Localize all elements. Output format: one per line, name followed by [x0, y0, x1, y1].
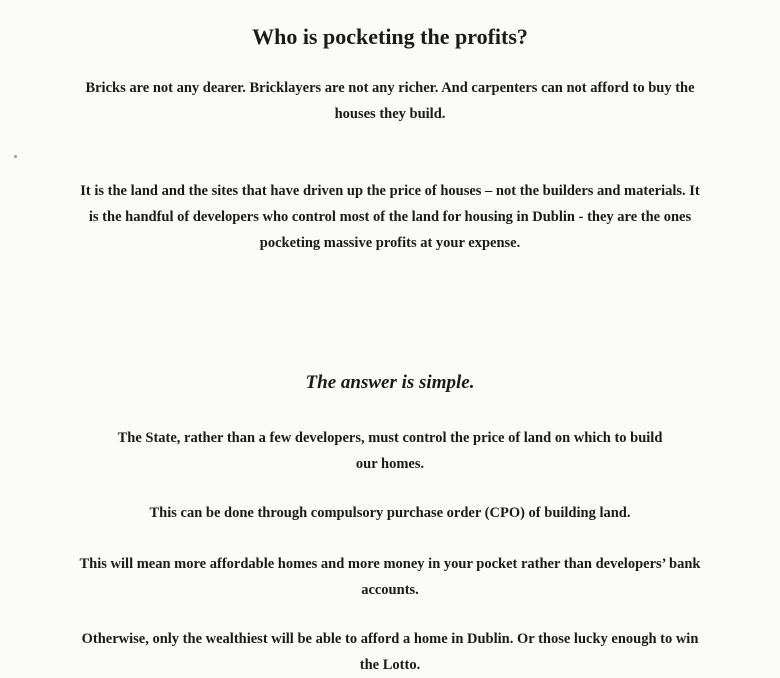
paragraph-line: Otherwise, only the wealthiest will be able to afford a home in Dublin. Or those lucky enough to win: [81, 631, 699, 647]
scan-speck: [14, 155, 17, 158]
paragraph-line: This will mean more affordable homes and more money in your pocket rather than developers’ bank: [79, 556, 701, 572]
paragraph-line: It is the land and the sites that have driven up the price of houses – not the builders and materials. It: [80, 183, 700, 199]
paragraph-state-control: [0, 425, 780, 477]
page-title: Who is pocketing the profits?: [252, 24, 528, 49]
paragraph-line: pocketing massive profits at your expense.: [259, 235, 521, 251]
paragraph-affordable-homes: [0, 551, 780, 603]
paragraph-line: This can be done through compulsory purchase order (CPO) of building land.: [149, 505, 631, 521]
paragraph-line: the Lotto.: [359, 657, 421, 673]
paragraph-line: our homes.: [355, 456, 425, 472]
paragraph-bricks: [0, 75, 780, 127]
paragraph-line: houses they build.: [334, 106, 446, 122]
paragraph-cpo: [0, 500, 780, 526]
paragraph-otherwise: [0, 626, 780, 678]
paragraph-line: The State, rather than a few developers, must control the price of land on which to build: [117, 430, 663, 446]
paragraph-land-sites: [0, 178, 780, 256]
paragraph-line: Bricks are not any dearer. Bricklayers are not any richer. And carpenters can not afford to buy the: [85, 80, 695, 96]
paragraph-line: is the handful of developers who control most of the land for housing in Dublin - they are the ones: [88, 209, 692, 225]
paragraph-line: accounts.: [361, 582, 419, 598]
subheading: The answer is simple.: [305, 372, 475, 393]
